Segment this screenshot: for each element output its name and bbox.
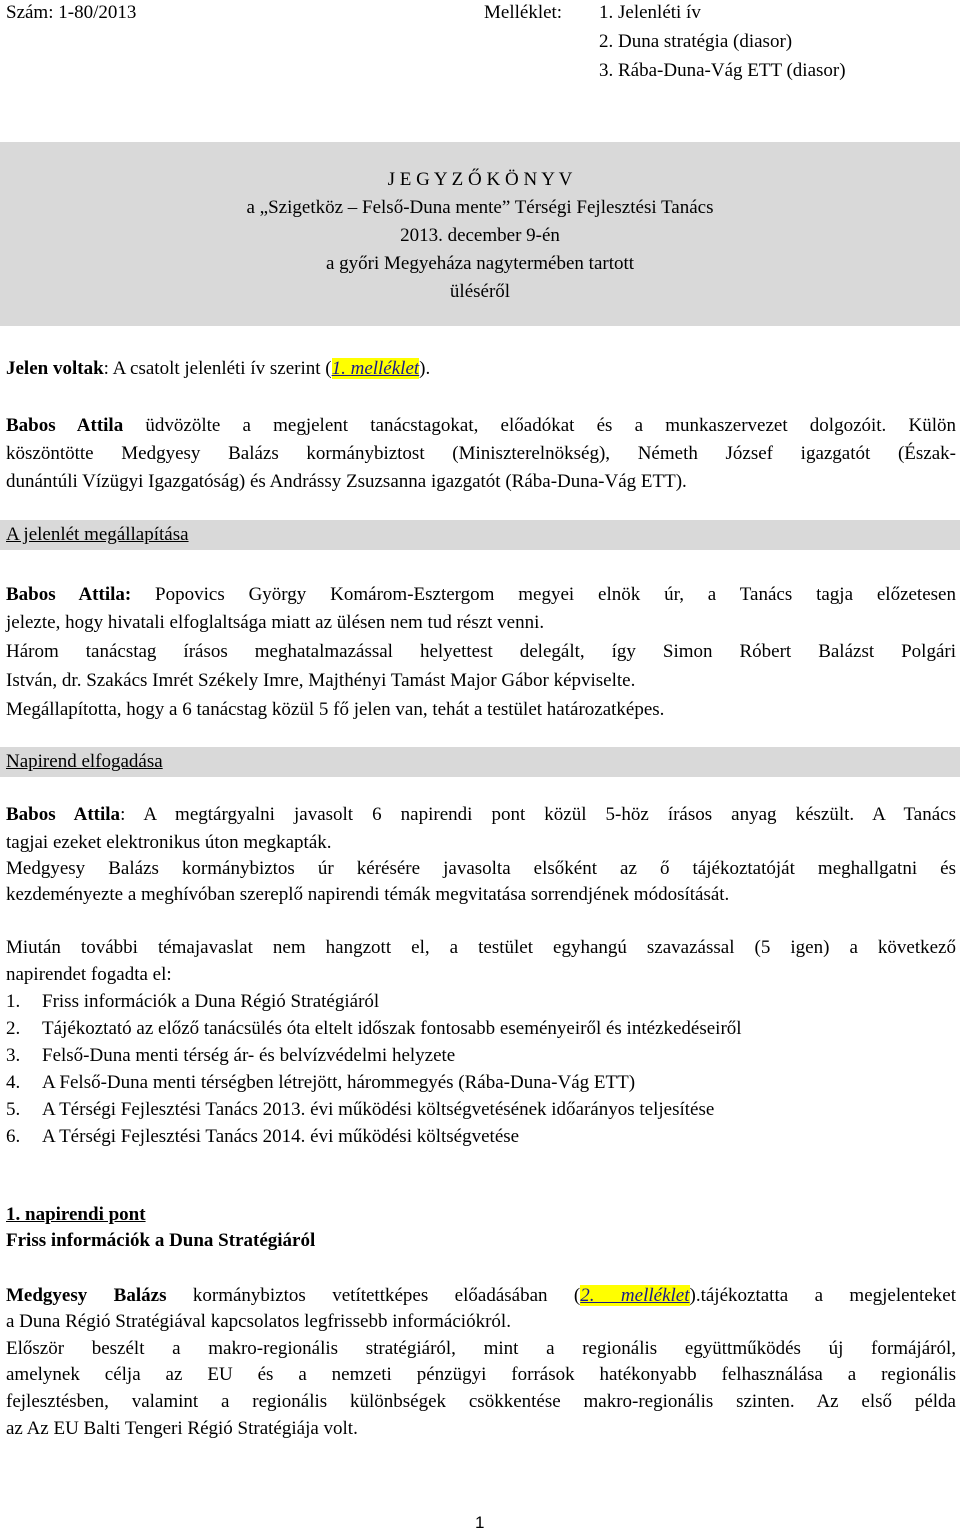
paragraph-line: tagjai ezeket elektronikus úton megkapták. [6,832,332,853]
paragraph-line: kezdeményezte a meghívóban szereplő napirendi témák megvitatása sorrendjének módosítását. [6,884,730,905]
list-item: 1. Friss információk a Duna Régió Stratégiáról [6,991,380,1012]
paragraph-line: az Az EU Balti Tengeri Régió Stratégiája volt. [6,1418,358,1439]
list-item: 5. A Térségi Fejlesztési Tanács 2013. évi működési költségvetésének időarányos teljesítése [6,1099,715,1120]
section-heading: Napirend elfogadása [6,751,163,772]
paragraph-line: Babos Attila: A megtárgyalni javasolt 6 napirendi pont közül 5-höz írásos anyag készült. A Tanács [6,804,956,825]
paragraph-line: Megállapította, hogy a 6 tanácstag közül 5 fő jelen van, tehát a testület határozatképes. [6,699,665,720]
title-line: a „Szigetköz – Felső-Duna mente” Térségi Fejlesztési Tanács [246,197,714,218]
paragraph-line: napirendet fogadta el: [6,964,172,985]
paragraph-line: Először beszélt a makro-regionális stratégiáról, mint a regionális együttműködés új formájáról, [6,1338,956,1359]
section-heading-bar [0,520,960,550]
paragraph-line: fejlesztésben, valamint a regionális különbségek csökkentése makro-regionális szinten. Az első példa [6,1391,956,1412]
attachment-item: 2. Duna stratégia (diasor) [599,31,793,52]
attachment-link[interactable]: 2. melléklet [580,1285,690,1306]
agenda-list [6,988,742,1150]
paragraph-line: dunántúli Vízügyi Igazgatóság) és Andrássy Zsuzsanna igazgatót (Rába-Duna-Vág ETT). [6,471,687,492]
title-box [0,142,960,326]
paragraph-line: Miután további témajavaslat nem hangzott el, a testület egyhangú szavazással (5 igen) a következő [6,937,956,958]
document-title: J E G Y Z Ő K Ö N Y V [387,169,573,190]
paragraph-line: Medgyesy Balázs kormánybiztos vetítettképes előadásában (2. melléklet).tájékoztatta a megjelenteket [6,1285,956,1306]
list-item: 3. Felső-Duna menti térség ár- és belvízvédelmi helyzete [6,1045,456,1066]
attachments-label: Melléklet: [484,2,563,23]
section-heading-bar [0,747,960,777]
presence-label: Jelen voltak [6,358,104,379]
list-item: 6. A Térségi Fejlesztési Tanács 2014. évi működési költségvetése [6,1126,520,1147]
attachment-link[interactable]: 1. melléklet [331,358,420,379]
title-line: üléséről [449,281,511,302]
document-number: Szám: 1-80/2013 [6,2,137,23]
agenda-subheading: Friss információk a Duna Stratégiáról [6,1230,316,1251]
agenda-heading: 1. napirendi pont [6,1204,146,1225]
paragraph-line: a Duna Régió Stratégiával kapcsolatos legfrissebb információkról. [6,1311,511,1332]
paragraph-line: Három tanácstag írásos meghatalmazással helyettest delegált, így Simon Róbert Balázst Polgári [6,641,956,662]
page-number: 1 [475,1513,485,1532]
list-item: 2. Tájékoztató az előző tanácsülés óta eltelt időszak fontosabb eseményeiről és intézkedéseiről [6,1018,742,1039]
section-heading: A jelenlét megállapítása [6,524,189,545]
paragraph-line: Medgyesy Balázs kormánybiztos úr kérésére javasolta elsőként az ő tájékoztatóját meghallgatni és [6,858,956,879]
paragraph-line: amelynek célja az EU és a nemzeti pénzügyi források hatékonyabb felhasználása a regionális [6,1364,956,1385]
presence-line: Jelen voltak: A csatolt jelenléti ív szerint (1. melléklet). [6,358,431,379]
attachment-item: 1. Jelenléti ív [599,2,701,23]
title-line: 2013. december 9-én [400,225,560,246]
list-item: 4. A Felső-Duna menti térségben létrejött, hárommegyés (Rába-Duna-Vág ETT) [6,1072,636,1093]
paragraph-line: Babos Attila üdvözölte a megjelent tanácstagokat, előadókat és a munkaszervezet dolgozóit. Külön [6,415,956,436]
paragraph-line: István, dr. Szakács Imrét Székely Imre, Majthényi Tamást Major Gábor képviselte. [6,670,636,691]
attachment-item: 3. Rába-Duna-Vág ETT (diasor) [599,60,846,81]
paragraph-line: köszöntötte Medgyesy Balázs kormánybiztost (Miniszterelnökség), Németh József igazgatót (Észak- [6,443,956,464]
title-line: a győri Megyeháza nagytermében tartott [325,253,635,274]
paragraph-line: jelezte, hogy hivatali elfoglaltsága miatt az ülésen nem tud részt venni. [6,612,545,633]
paragraph-line: Babos Attila: Popovics György Komárom-Esztergom megyei elnök úr, a Tanács tagja előzetesen [6,584,956,605]
